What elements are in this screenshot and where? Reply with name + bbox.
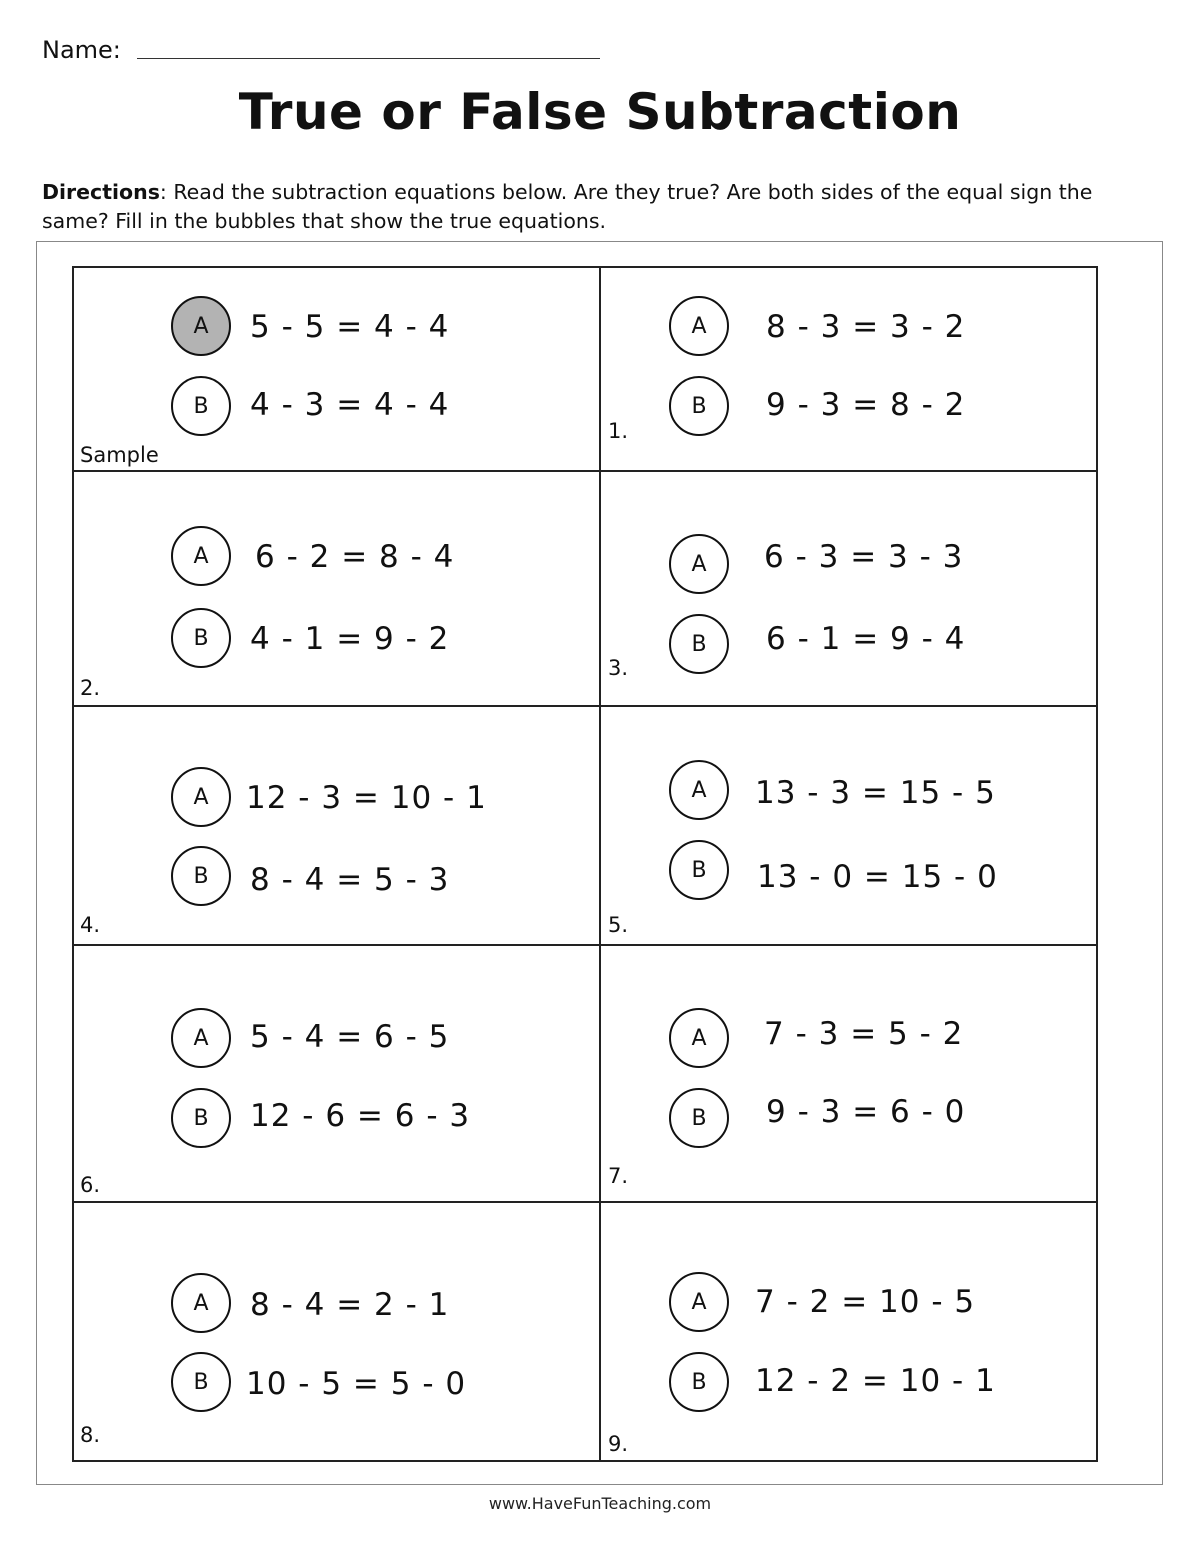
bubble-b[interactable]: [669, 840, 729, 900]
bubble-letter: A: [193, 313, 209, 339]
equation-b: 4 - 1 = 9 - 2: [250, 621, 450, 657]
bubble-b[interactable]: [171, 1352, 231, 1412]
name-write-line[interactable]: [137, 58, 600, 59]
equation-a: 13 - 3 = 15 - 5: [755, 775, 996, 811]
problem-number: 3.: [608, 656, 629, 680]
bubble-a[interactable]: [669, 1272, 729, 1332]
bubble-a[interactable]: [669, 534, 729, 594]
grid-divider-vertical: [599, 266, 601, 1462]
bubble-a[interactable]: [669, 296, 729, 356]
bubble-letter: B: [691, 393, 707, 419]
problem-number: 6.: [80, 1173, 101, 1197]
bubble-b[interactable]: [669, 376, 729, 436]
bubble-b[interactable]: [171, 608, 231, 668]
directions-text: : Read the subtraction equations below. Are they true? Are both sides of the equal sign the same? Fill in the bubbles that show the true equations.: [42, 180, 1093, 233]
problem-number: 2.: [80, 676, 101, 700]
bubble-letter: A: [691, 777, 707, 803]
equation-b: 6 - 1 = 9 - 4: [766, 621, 966, 657]
grid-divider-row-3: [72, 944, 1098, 946]
bubble-letter: A: [691, 1025, 707, 1051]
bubble-letter: A: [193, 1290, 209, 1316]
bubble-letter: B: [193, 1369, 209, 1395]
equation-a: 8 - 4 = 2 - 1: [250, 1287, 450, 1323]
equation-a: 5 - 4 = 6 - 5: [250, 1019, 450, 1055]
bubble-letter: A: [193, 1025, 209, 1051]
bubble-b[interactable]: [669, 1352, 729, 1412]
bubble-a[interactable]: [669, 1008, 729, 1068]
problem-number: 1.: [608, 419, 629, 443]
equation-b: 9 - 3 = 8 - 2: [766, 387, 966, 423]
equation-b: 8 - 4 = 5 - 3: [250, 862, 450, 898]
bubble-letter: B: [193, 625, 209, 651]
bubble-letter: A: [691, 313, 707, 339]
equation-a: 6 - 3 = 3 - 3: [764, 539, 964, 575]
bubble-letter: A: [193, 543, 209, 569]
bubble-letter: B: [193, 863, 209, 889]
problem-number: 8.: [80, 1423, 101, 1447]
bubble-letter: B: [193, 1105, 209, 1131]
page-title: True or False Subtraction: [238, 83, 962, 141]
name-row: [42, 36, 121, 64]
equation-b: 4 - 3 = 4 - 4: [250, 387, 450, 423]
bubble-letter: B: [193, 393, 209, 419]
bubble-letter: B: [691, 631, 707, 657]
bubble-a[interactable]: [171, 1273, 231, 1333]
bubble-a[interactable]: [171, 767, 231, 827]
bubble-a[interactable]: [669, 760, 729, 820]
name-label: Name:: [42, 36, 121, 64]
bubble-b[interactable]: [669, 614, 729, 674]
bubble-a[interactable]: [171, 1008, 231, 1068]
bubble-letter: A: [691, 551, 707, 577]
problem-number: 4.: [80, 913, 101, 937]
equation-a: 8 - 3 = 3 - 2: [766, 309, 966, 345]
equation-a: 7 - 3 = 5 - 2: [764, 1016, 964, 1052]
grid-divider-row-1: [72, 470, 1098, 472]
problem-number: 9.: [608, 1432, 629, 1456]
bubble-letter: B: [691, 1369, 707, 1395]
bubble-letter: B: [691, 857, 707, 883]
bubble-a[interactable]: [171, 296, 231, 356]
equation-b: 12 - 6 = 6 - 3: [250, 1098, 471, 1134]
equation-b: 12 - 2 = 10 - 1: [755, 1363, 996, 1399]
grid-divider-row-2: [72, 705, 1098, 707]
bubble-letter: A: [193, 784, 209, 810]
equation-b: 9 - 3 = 6 - 0: [766, 1094, 966, 1130]
directions: [42, 178, 1122, 236]
problem-number: 7.: [608, 1164, 629, 1188]
equation-a: 7 - 2 = 10 - 5: [755, 1284, 976, 1320]
bubble-b[interactable]: [171, 846, 231, 906]
equation-a: 5 - 5 = 4 - 4: [250, 309, 450, 345]
bubble-b[interactable]: [171, 1088, 231, 1148]
bubble-letter: A: [691, 1289, 707, 1315]
equation-a: 6 - 2 = 8 - 4: [255, 539, 455, 575]
directions-label: Directions: [42, 180, 160, 204]
equation-b: 13 - 0 = 15 - 0: [757, 859, 998, 895]
footer-url: www.HaveFunTeaching.com: [488, 1494, 712, 1513]
problem-number: 5.: [608, 913, 629, 937]
equation-a: 12 - 3 = 10 - 1: [246, 780, 487, 816]
grid-divider-row-4: [72, 1201, 1098, 1203]
bubble-a[interactable]: [171, 526, 231, 586]
equation-b: 10 - 5 = 5 - 0: [246, 1366, 467, 1402]
bubble-b[interactable]: [669, 1088, 729, 1148]
problem-number: Sample: [80, 443, 159, 467]
bubble-letter: B: [691, 1105, 707, 1131]
bubble-b[interactable]: [171, 376, 231, 436]
